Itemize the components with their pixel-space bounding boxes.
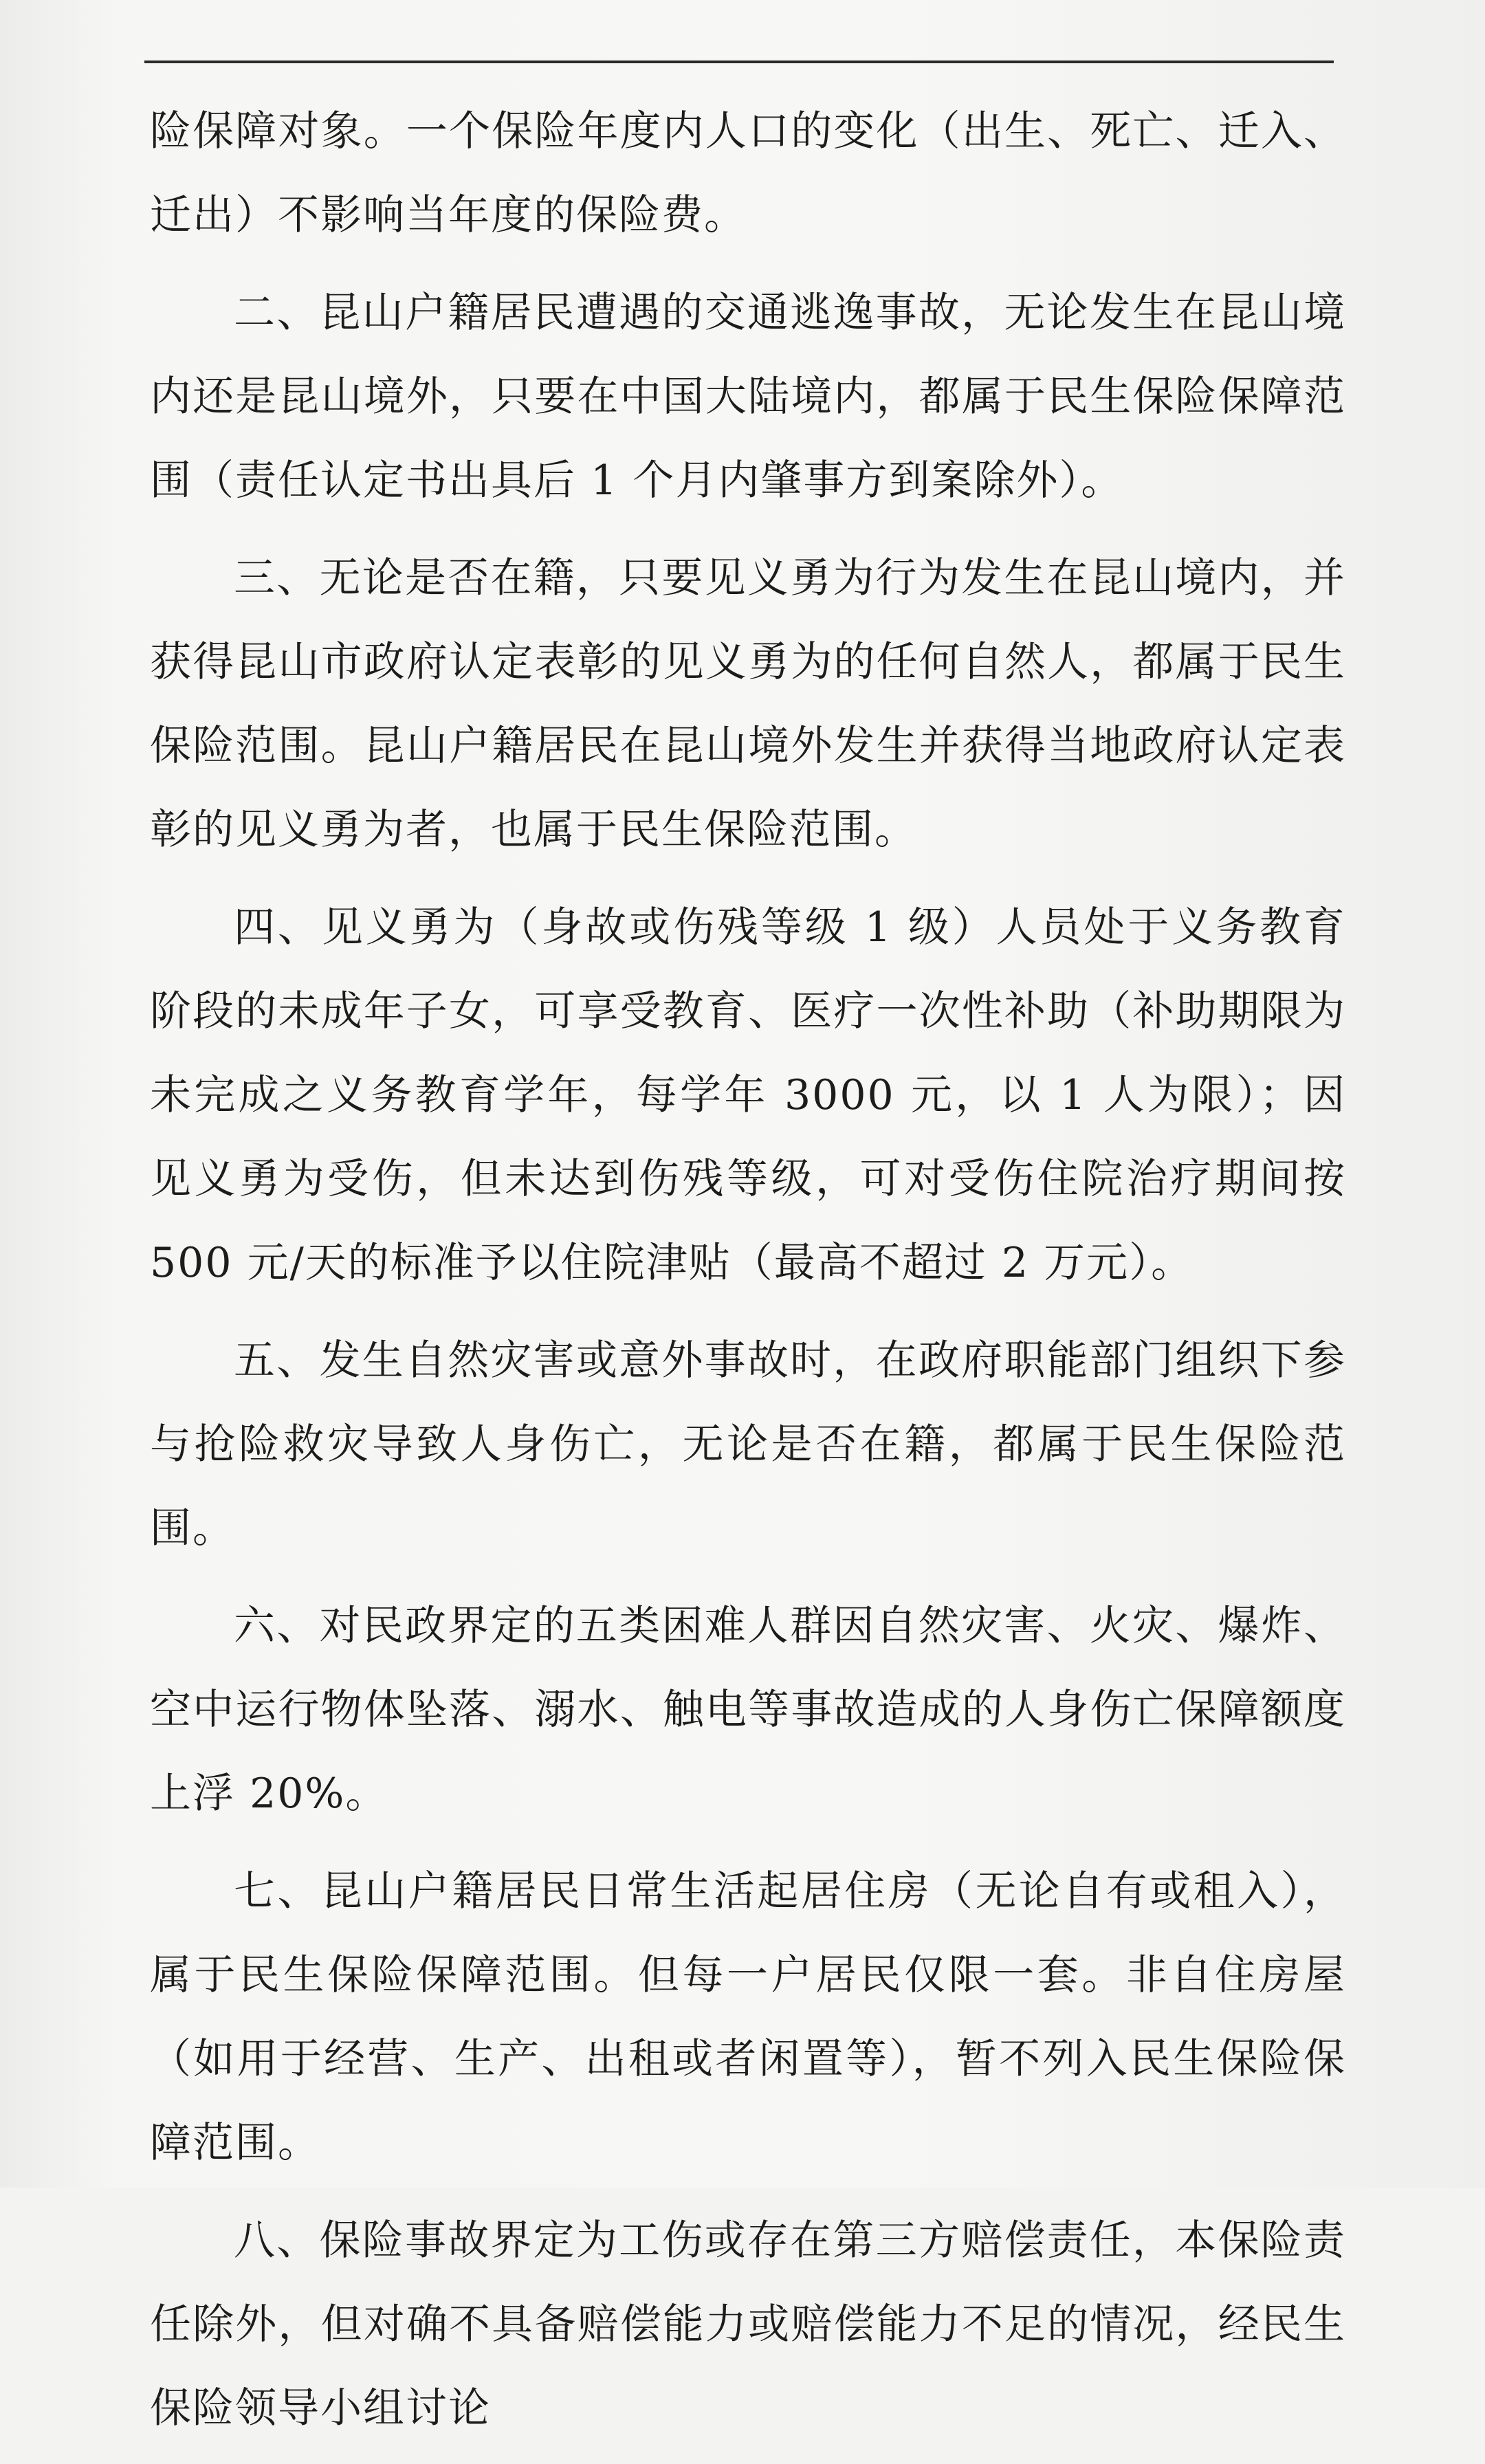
header-rule: [144, 60, 1334, 63]
paragraph-item-5: 五、发生自然灾害或意外事故时，在政府职能部门组织下参与抢险救灾导致人身伤亡，无论是否在籍，都属于民生保险范围。: [150, 1336, 1346, 1552]
paragraph-item-4: 四、见义勇为（身故或伤残等级 1 级）人员处于义务教育阶段的未成年子女，可享受教育、医疗一次性补助（补助期限为未完成之义务教育学年，每学年 3000 元，以 1 人为限）；因见义勇为受伤，但未达到伤残等级，可对受伤住院治疗期间按 500 元/天的标准予以住院津贴（最高不超过 2 万元）。: [150, 903, 1346, 1287]
paragraph-item-3: 三、无论是否在籍，只要见义勇为行为发生在昆山境内，并获得昆山市政府认定表彰的见义勇为的任何自然人，都属于民生保险范围。昆山户籍居民在昆山境外发生并获得当地政府认定表彰的见义勇为者，也属于民生保险范围。: [150, 554, 1346, 854]
paragraph-item-6: 六、对民政界定的五类困难人群因自然灾害、火灾、爆炸、空中运行物体坠落、溺水、触电等事故造成的人身伤亡保障额度上浮 20%。: [150, 1602, 1346, 1818]
paragraph-item-8: 八、保险事故界定为工伤或存在第三方赔偿责任，本保险责任除外，但对确不具备赔偿能力或赔偿能力不足的情况，经民生保险领导小组讨论: [150, 2216, 1346, 2432]
paragraph-item-2: 二、昆山户籍居民遭遇的交通逃逸事故，无论发生在昆山境内还是昆山境外，只要在中国大陆境内，都属于民生保险保障范围（责任认定书出具后 1 个月内肇事方到案除外）。: [150, 289, 1346, 505]
paragraph-continuation: 险保障对象。一个保险年度内人口的变化（出生、死亡、迁入、迁出）不影响当年度的保险费。: [150, 107, 1346, 239]
paragraph-item-7: 七、昆山户籍居民日常生活起居住房（无论自有或租入），属于民生保险保障范围。但每一户居民仅限一套。非自住房屋（如用于经营、生产、出租或者闲置等），暂不列入民生保险保障范围。: [150, 1867, 1346, 2167]
document-body: [150, 89, 1346, 2464]
